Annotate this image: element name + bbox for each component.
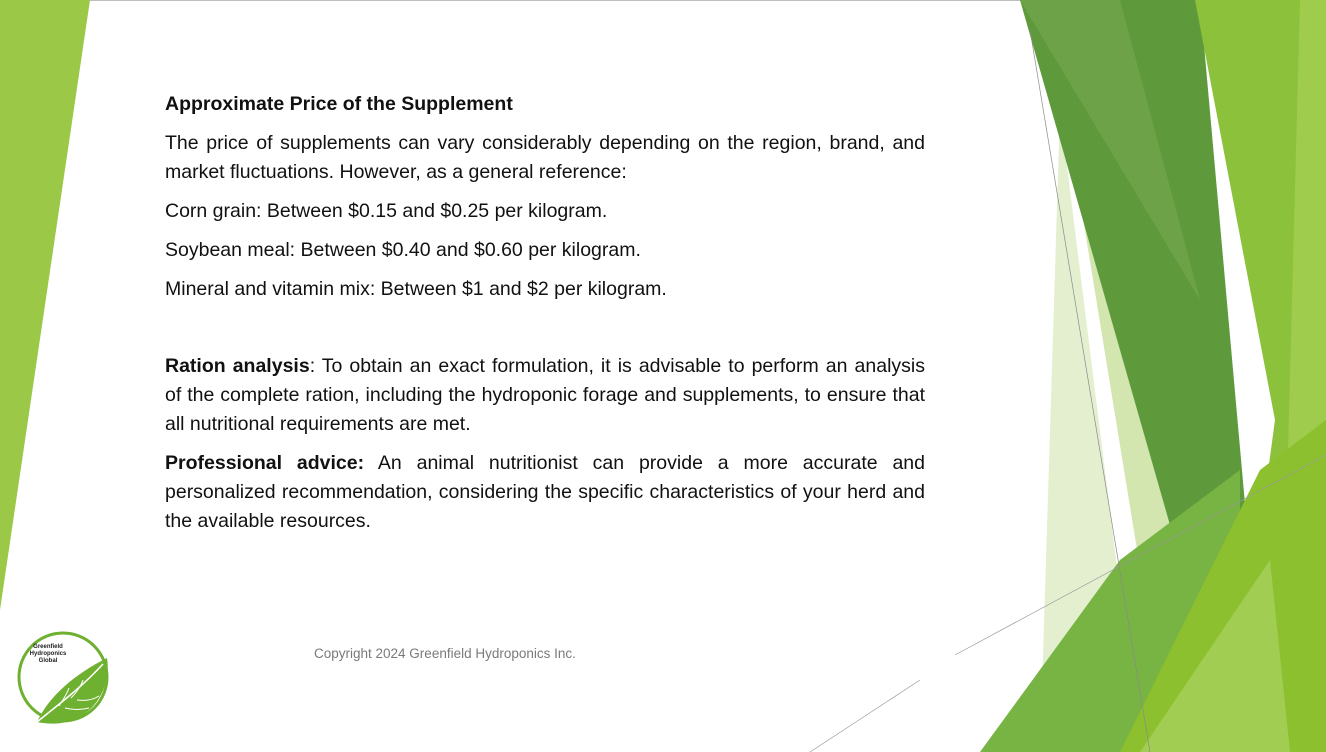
section-heading: Approximate Price of the Supplement (165, 93, 513, 115)
ration-analysis-label: Ration analysis (165, 355, 310, 377)
logo-text (18, 644, 78, 665)
intro-paragraph: The price of supplements can vary considerably depending on the region, brand, and market fluctuations. However, as a general reference: (165, 132, 925, 183)
price-item-mineral: Mineral and vitamin mix: Between $1 and $2 per kilogram. (165, 278, 667, 300)
copyright-text: Copyright 2024 Greenfield Hydroponics Inc. (314, 646, 576, 661)
slide-body (165, 90, 925, 536)
price-item-corn: Corn grain: Between $0.15 and $0.25 per kilogram. (165, 200, 608, 222)
ration-analysis-paragraph (165, 352, 925, 439)
price-item-soybean: Soybean meal: Between $0.40 and $0.60 per kilogram. (165, 239, 641, 261)
logo-line-1: Greenfield (33, 644, 63, 650)
left-green-wedge (0, 0, 90, 610)
thin-line-3 (810, 680, 920, 752)
professional-advice-paragraph (165, 449, 925, 536)
professional-advice-label: Professional advice: (165, 452, 365, 474)
ration-analysis-text: : To obtain an exact formulation, it is advisable to perform an analysis of the complete ration, including the hydroponic forage and supplements, to ensure that all nutritional requirements are met. (165, 355, 925, 435)
logo-line-2: Hydroponics (29, 651, 67, 657)
logo-line-3: Global (38, 658, 58, 664)
professional-advice-text: An animal nutritionist can provide a more accurate and personalized recommendation, considering the specific characteristics of your herd and the available resources. (165, 452, 925, 532)
